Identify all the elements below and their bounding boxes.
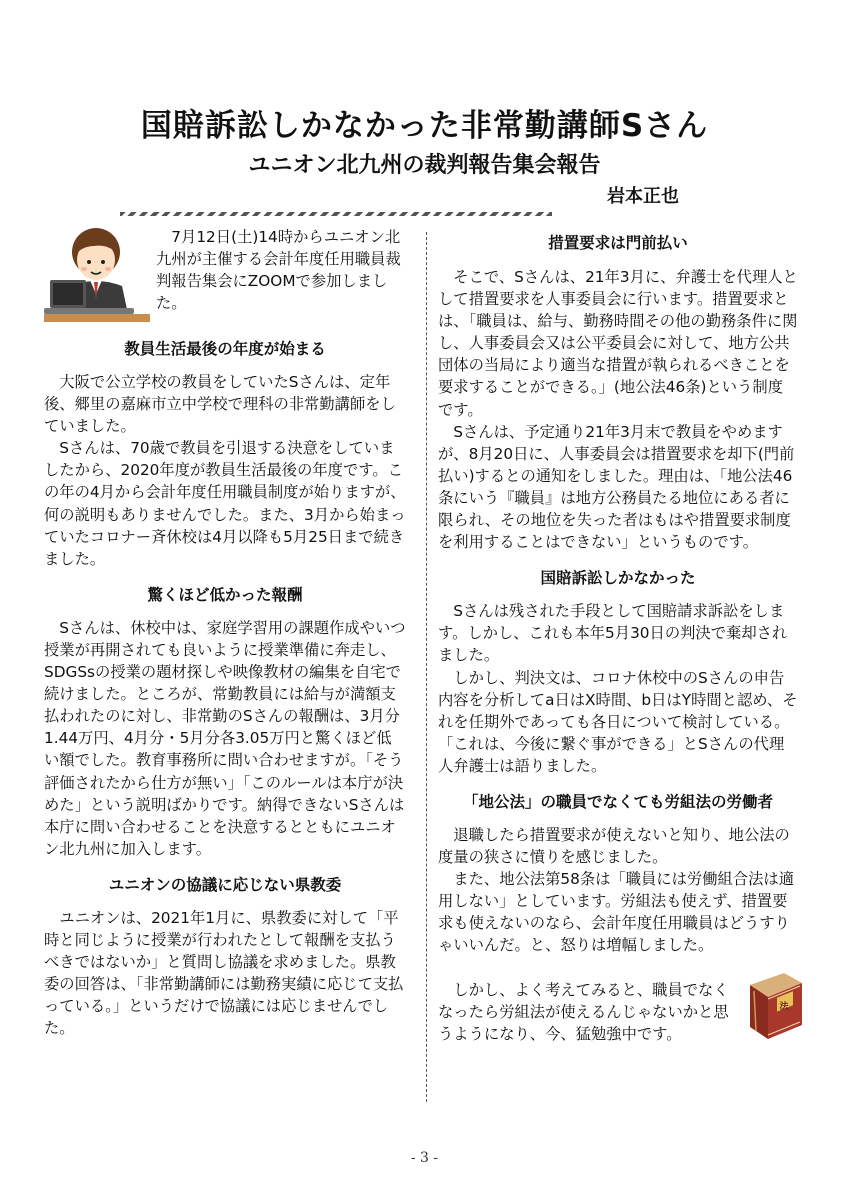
intro-block <box>44 226 406 324</box>
left-column <box>44 226 406 1039</box>
section-heading-labor-law: 「地公法」の職員でなくても労組法の労働者 <box>462 792 773 811</box>
law-book-icon <box>744 971 806 1041</box>
page-title: 国賠訴訟しかなかった非常勤講師Sさん <box>140 108 709 144</box>
paragraph: 退職したら措置要求が使えないと知り、地公法の度量の狭さに憤りを感じました。 <box>438 825 790 867</box>
paragraph: また、地公法第58条は「職員には労働組合法は適用しない」としています。労組法も使えず、措置要求も使えないのなら、会計年度任用職員はどうすりゃいいんだ。と、怒りは増幅しました。 <box>438 870 794 955</box>
section-heading-last-year: 教員生活最後の年度が始まる <box>124 340 326 358</box>
section-heading-lawsuit: 国賠訴訟しかなかった <box>540 569 696 588</box>
paragraph: 大阪で公立学校の教員をしていたSさんは、定年後、郷里の嘉麻市立中学校で理科の非常勤講師をしていました。 <box>44 373 396 436</box>
closing-block <box>438 979 798 1045</box>
paragraph: そこで、Sさんは、21年3月に、弁護士を代理人として措置要求を人事委員会に行います。措置要求とは、「職員は、給与、勤務時間その他の勤務条件に関し、人事委員会又は公平委員会に対して、地方公共団体の当局により適当な措置が執られるべきことを要求することができる。」(地公法46条)という制度です。 <box>438 268 798 419</box>
author-name: 岩本正也 <box>607 186 679 207</box>
paragraph: ユニオンは、2021年1月に、県教委に対して「平時と同じように授業が行われたとして報酬を支払うべきではないか」と質問し協議を求めました。県教委の回答は、「非常勤講師には勤務実績に応じて支払っている。」というだけで協議には応じませんでした。 <box>44 908 404 1038</box>
person-at-laptop-illustration <box>44 222 150 322</box>
paragraph: しかし、判決文は、コロナ休校中のSさんの申告内容を分析してa日はX時間、b日はY時間と認め、それを任期外であっても各日について検討している。「これは、今後に繋ぐ事ができる」とSさんの代理人弁護士は語りました。 <box>438 668 798 775</box>
paragraph: Sさんは、70歳で教員を引退する決意をしていましたから、2020年度が教員生活最後の年度です。この年の4月から会計年度任用職員制度が始りますが、何の説明もありませんでした。また、3月から始まっていたコロナー斉休校は4月以降も5月25日まで続きました。 <box>44 439 406 568</box>
right-column <box>438 232 798 1045</box>
paragraph: Sさんは、休校中は、家庭学習用の課題作成やいつ授業が再開されても良いように授業準備に奔走し、SDGSsの授業の題材探しや映像教材の編集を自宅で続けました。ところが、常勤教員には給与が満額支払われたのに対し、非常勤のSさんの報酬は、3月分1.44万円、4月分・5月分各3.05万円と驚くほど低い額でした。教育事務所に問い合わせますが。「そう評価されたから仕方が無い」「このルールは本庁が決めた」という説明ばかりです。納得できないSさんは本庁に問い合わせることを決意するとともにユニオン北九州に加入します。 <box>44 618 406 858</box>
page-subtitle: ユニオン北九州の裁判報告集会報告 <box>248 153 601 178</box>
section-heading-prefecture: ユニオンの協議に応じない県教委 <box>108 875 342 894</box>
section-heading-measure-request: 措置要求は門前払い <box>548 234 688 252</box>
paragraph: しかし、よく考えてみると、職員でなくなったら労組法が使えるんじゃないかと思うようになり、今、猛勉強中です。 <box>438 980 729 1043</box>
intro-paragraph: 7月12日(土)14時からユニオン北九州が主催する会計年度任用職員裁判報告集会にZOOMで参加しました。 <box>156 228 401 313</box>
section-heading-low-pay: 驚くほど低かった報酬 <box>147 585 303 604</box>
paragraph: Sさんは残された手段として国賠請求訴訟をします。しかし、これも本年5月30日の判決で棄却されました。 <box>438 602 788 665</box>
page-number: - 3 - <box>410 1150 439 1166</box>
paragraph: Sさんは、予定通り21年3月末で教員をやめますが、8月20日に、人事委員会は措置要求を却下(門前払い)するとの通知をしました。理由は、「地公法46条にいう『職員』は地方公務員たる地位にある者に限られ、その地位を失った者はもはや措置要求制度を利用することはできない」というものです。 <box>438 422 795 552</box>
book-label: 法 <box>779 1001 789 1012</box>
column-divider <box>426 232 427 1102</box>
header-rule <box>120 212 552 216</box>
